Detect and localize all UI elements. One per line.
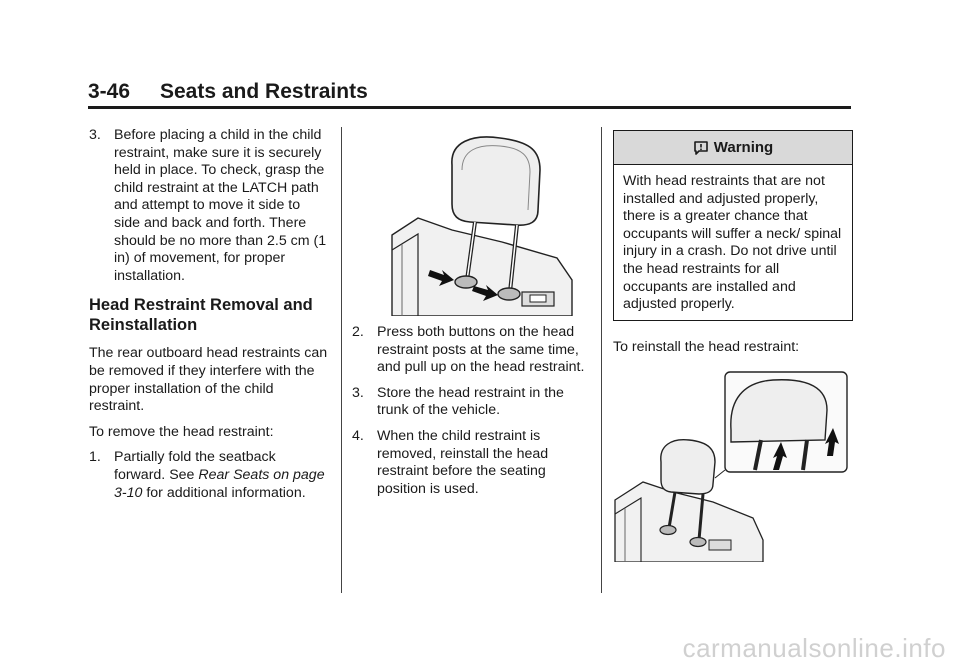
list-item (352, 428, 590, 498)
paragraph: The rear outboard head restraints can be removed if they interfere with the proper installation of the child restraint. (89, 345, 328, 415)
step-number: 4. (352, 427, 364, 444)
head-restraint-reinstall-illustration (613, 370, 851, 562)
warning-text: With head restraints that are not installed and adjusted properly, there is a greater chance that occupants will suffer a neck/ spinal injury in a crash. Do not drive until the head restraints for all occupants are installed and adjusted properly. (623, 173, 842, 313)
warning-box (613, 130, 853, 321)
page-header (88, 76, 851, 109)
head-restraint-removal-illustration (382, 130, 582, 316)
section-title: Seats and Restraints (160, 80, 368, 103)
step-number: 1. (89, 449, 101, 466)
step-text-post: for additional information. (142, 484, 306, 501)
list-item (89, 449, 329, 502)
step-text: Press both buttons on the head restraint posts at the same time, and pull up on the head restraint. (377, 324, 585, 376)
step-number: 3. (352, 384, 364, 401)
warning-icon (693, 140, 709, 156)
step-text: Store the head restraint in the trunk of the vehicle. (377, 384, 564, 419)
step-text-pre: Partially fold the seatback forward. See (114, 449, 276, 483)
column-divider (341, 127, 342, 593)
watermark: carmanualsonline.info (682, 633, 946, 663)
section-heading: Head Restraint Removal and Reinstallation (89, 296, 313, 335)
step-text: Before placing a child in the child restraint, make sure it is securely held in place. To check, grasp the child restraint at the LATCH path and attempt to move it side to side and back and forth. There should be no more than 2.5 cm (1 in) of movement, for proper installation. (114, 127, 327, 284)
list-item (89, 127, 329, 285)
cross-reference-link[interactable]: Rear Seats on page 3-10 (114, 466, 325, 501)
column-2 (352, 130, 590, 506)
column-divider (601, 127, 602, 593)
step-number: 3. (89, 127, 101, 143)
step-number: 2. (352, 324, 364, 340)
step-text: When the child restraint is removed, reinstall the head restraint before the seating position is used. (377, 427, 549, 497)
column-1 (89, 127, 329, 510)
page-number: 3-46 (88, 80, 131, 103)
paragraph: To reinstall the head restraint: (613, 338, 800, 355)
list-item (352, 324, 590, 377)
paragraph: To remove the head restraint: (89, 423, 274, 440)
warning-title: Warning (713, 138, 774, 156)
list-item (352, 385, 590, 420)
column-3 (613, 130, 853, 562)
step-text (114, 449, 329, 502)
warning-header (614, 131, 852, 165)
